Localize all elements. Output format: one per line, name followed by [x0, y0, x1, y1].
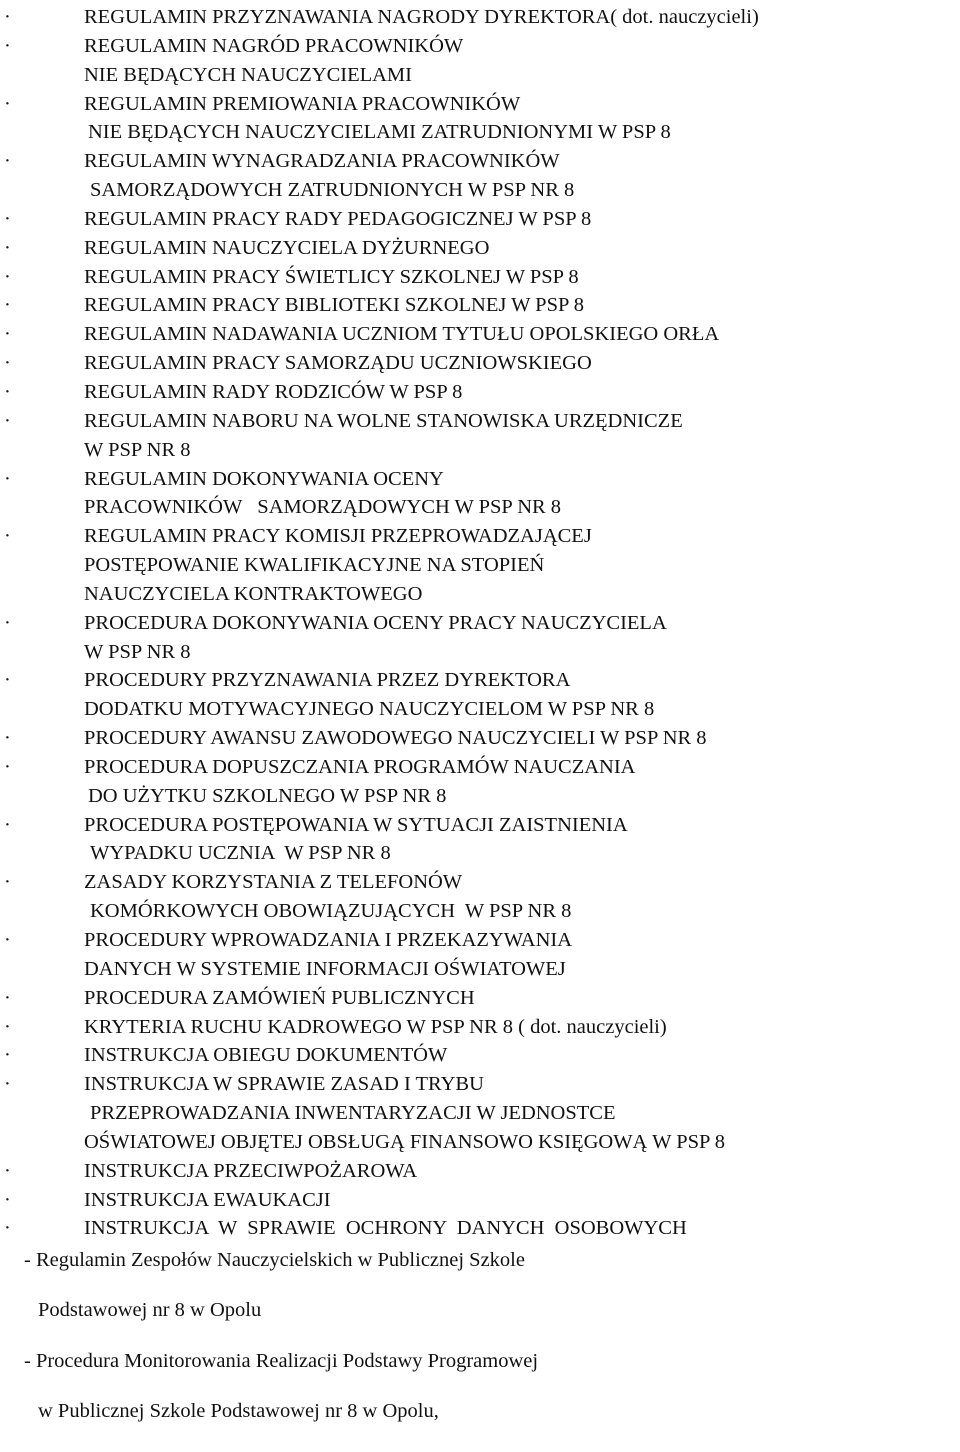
list-item-line: PROCEDURA ZAMÓWIEŃ PUBLICZNYCH — [84, 986, 475, 1009]
bullet-icon — [4, 1070, 24, 1099]
list-item-line: PROCEDURA DOPUSZCZANIA PROGRAMÓW NAUCZANIA — [84, 755, 636, 778]
list-item-line: REGULAMIN NAGRÓD PRACOWNIKÓW — [84, 34, 464, 57]
list-item-line: REGULAMIN DOKONYWANIA OCENY — [84, 467, 444, 490]
list-item-line: W PSP NR 8 — [84, 640, 191, 663]
list-item-line: PROCEDURY WPROWADZANIA I PRZEKAZYWANIA — [84, 929, 573, 951]
list-item-line: SAMORZĄDOWYCH ZATRUDNIONYCH W PSP NR 8 — [90, 179, 575, 202]
list-item-line: REGULAMIN PRZYZNAWANIA NAGRODY DYREKTORA( dot. nauczycieli) — [84, 6, 759, 28]
list-item-line: REGULAMIN RADY RODZICÓW W PSP 8 — [84, 380, 463, 403]
dash-item-line: Podstawowej nr 8 w Opolu — [38, 1299, 262, 1322]
bullet-icon — [4, 984, 24, 1013]
list-item — [0, 609, 960, 667]
bullet-icon — [4, 926, 24, 955]
bullet-icon — [4, 263, 24, 292]
list-item — [0, 147, 960, 205]
list-item-line: REGULAMIN PREMIOWANIA PRACOWNIKÓW — [84, 92, 521, 115]
list-item-line: NIE BĘDĄCYCH NAUCZYCIELAMI — [84, 63, 412, 86]
list-item — [0, 724, 960, 753]
list-item-line: REGULAMIN NADAWANIA UCZNIOM TYTUŁU OPOLSKIEGO ORŁA — [84, 323, 720, 346]
list-item-line: INSTRUKCJA EWAUKACJI — [84, 1188, 331, 1211]
list-item — [0, 291, 960, 320]
list-item — [0, 1186, 960, 1215]
list-item — [0, 926, 960, 984]
list-item-line: DO UŻYTKU SZKOLNEGO W PSP NR 8 — [88, 784, 447, 807]
bullet-icon — [4, 407, 24, 436]
list-item — [0, 378, 960, 407]
list-item — [0, 205, 960, 234]
list-item — [0, 868, 960, 926]
bullet-icon — [4, 3, 24, 32]
bullet-icon — [4, 320, 24, 349]
bullet-icon — [4, 90, 24, 119]
bullet-icon — [4, 1186, 24, 1215]
list-item-line: W PSP NR 8 — [84, 438, 191, 461]
bullet-icon — [4, 522, 24, 551]
dash-item-line: w Publicznej Szkole Podstawowej nr 8 w Opolu, — [38, 1400, 439, 1423]
list-item-line: PROCEDURY PRZYZNAWANIA PRZEZ DYREKTORA — [84, 669, 571, 692]
bullet-icon — [4, 378, 24, 407]
bullet-icon — [4, 205, 24, 234]
list-item — [0, 753, 960, 811]
list-item — [0, 90, 960, 148]
list-item — [0, 1070, 960, 1157]
list-item-line: DANYCH W SYSTEMIE INFORMACJI OŚWIATOWEJ — [84, 957, 566, 980]
list-item — [0, 1157, 960, 1186]
list-item — [0, 1013, 960, 1042]
regulations-document — [0, 3, 960, 1427]
list-item-line: REGULAMIN PRACY SAMORZĄDU UCZNIOWSKIEGO — [84, 352, 592, 375]
list-item-line: REGULAMIN PRACY ŚWIETLICY SZKOLNEJ W PSP 8 — [84, 265, 579, 288]
list-item-line: POSTĘPOWANIE KWALIFIKACYJNE NA STOPIEŃ — [84, 554, 545, 577]
list-item-line: PRACOWNIKÓW SAMORZĄDOWYCH W PSP NR 8 — [84, 496, 562, 519]
list-item-line: ZASADY KORZYSTANIA Z TELEFONÓW — [84, 871, 463, 894]
list-item — [0, 522, 960, 609]
list-item-line: INSTRUKCJA OBIEGU DOKUMENTÓW — [84, 1044, 448, 1067]
list-item-line: KRYTERIA RUCHU KADROWEGO W PSP NR 8 ( dot. nauczycieli) — [84, 1015, 667, 1038]
list-item-line: REGULAMIN WYNAGRADZANIA PRACOWNIKÓW — [84, 150, 560, 173]
bullet-icon — [4, 349, 24, 378]
list-item-line: OŚWIATOWEJ OBJĘTEJ OBSŁUGĄ FINANSOWO KSIĘGOWĄ W PSP 8 — [84, 1130, 726, 1153]
list-item — [0, 3, 960, 32]
list-item — [0, 1214, 960, 1243]
list-item-line: PROCEDURY AWANSU ZAWODOWEGO NAUCZYCIELI W PSP NR 8 — [84, 727, 707, 750]
bullet-icon — [4, 1214, 24, 1243]
bullet-icon — [4, 666, 24, 695]
list-item-line: REGULAMIN NAUCZYCIELA DYŻURNEGO — [84, 236, 490, 259]
list-item — [0, 320, 960, 349]
bullet-icon — [4, 811, 24, 840]
list-item-line: INSTRUKCJA W SPRAWIE OCHRONY DANYCH OSOBOWYCH — [84, 1217, 687, 1240]
list-item-line: WYPADKU UCZNIA W PSP NR 8 — [90, 842, 391, 865]
list-item — [0, 811, 960, 869]
list-item-line: PROCEDURA POSTĘPOWANIA W SYTUACJI ZAISTNIENIA — [84, 813, 628, 836]
list-item — [0, 32, 960, 90]
list-item-line: INSTRUKCJA W SPRAWIE ZASAD I TRYBU — [84, 1073, 484, 1096]
list-item — [0, 234, 960, 263]
bullet-icon — [4, 609, 24, 638]
list-item-line: REGULAMIN NABORU NA WOLNE STANOWISKA URZĘDNICZE — [84, 409, 683, 432]
list-item-line: INSTRUKCJA PRZECIWPOŻAROWA — [84, 1159, 418, 1182]
list-item-line: REGULAMIN PRACY BIBLIOTEKI SZKOLNEJ W PSP 8 — [84, 294, 584, 317]
list-item-line: NAUCZYCIELA KONTRAKTOWEGO — [84, 582, 423, 605]
bullet-icon — [4, 868, 24, 897]
list-item — [0, 349, 960, 378]
list-item — [0, 984, 960, 1013]
bullet-icon — [4, 724, 24, 753]
bullet-icon — [4, 147, 24, 176]
bullet-icon — [4, 1013, 24, 1042]
dash-item-line: - Procedura Monitorowania Realizacji Podstawy Programowej — [24, 1350, 539, 1373]
list-item-line: PRZEPROWADZANIA INWENTARYZACJI W JEDNOSTCE — [90, 1102, 616, 1125]
list-item-line: NIE BĘDĄCYCH NAUCZYCIELAMI ZATRUDNIONYMI W PSP 8 — [88, 121, 671, 144]
list-item-line: REGULAMIN PRACY RADY PEDAGOGICZNEJ W PSP 8 — [84, 207, 592, 230]
list-item-line: REGULAMIN PRACY KOMISJI PRZEPROWADZAJĄCEJ — [84, 525, 592, 548]
list-item-line: DODATKU MOTYWACYJNEGO NAUCZYCIELOM W PSP NR 8 — [84, 698, 655, 721]
list-item — [0, 407, 960, 465]
bullet-icon — [4, 465, 24, 494]
bullet-icon — [4, 291, 24, 320]
list-item — [0, 465, 960, 523]
list-item-line: PROCEDURA DOKONYWANIA OCENY PRACY NAUCZYCIELA — [84, 611, 667, 634]
bullet-icon — [4, 1157, 24, 1186]
dash-item-line: - Regulamin Zespołów Nauczycielskich w Publicznej Szkole — [24, 1249, 525, 1272]
list-item-line: KOMÓRKOWYCH OBOWIĄZUJĄCYCH W PSP NR 8 — [90, 900, 572, 923]
list-item — [0, 666, 960, 724]
bullet-icon — [4, 1041, 24, 1070]
bullet-icon — [4, 234, 24, 263]
list-item — [0, 263, 960, 292]
bullet-icon — [4, 753, 24, 782]
bullet-icon — [4, 32, 24, 61]
list-item — [0, 1041, 960, 1070]
